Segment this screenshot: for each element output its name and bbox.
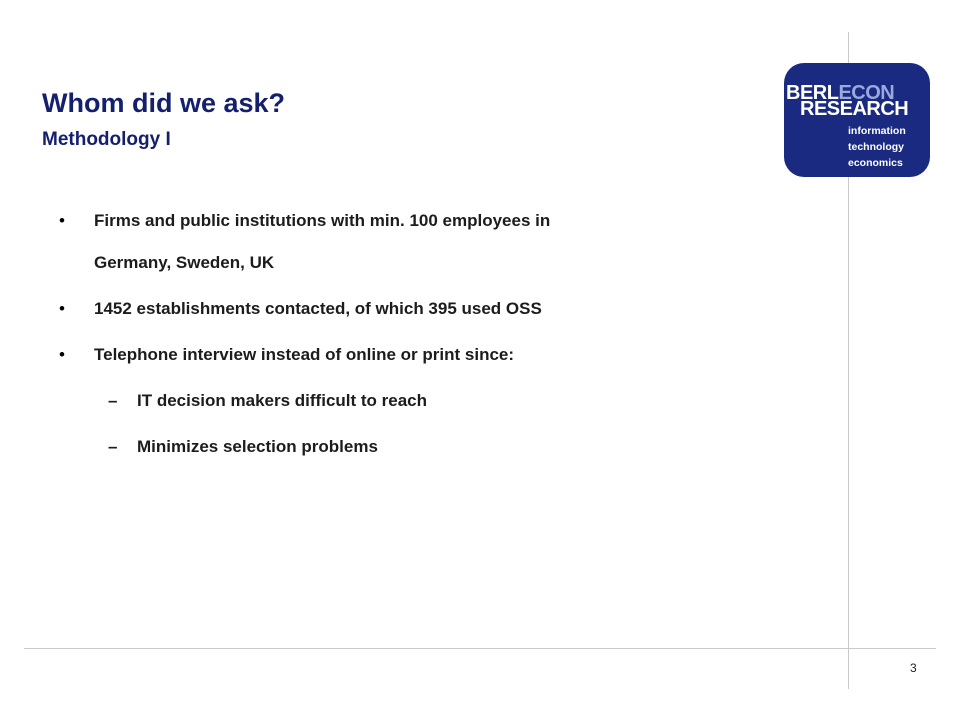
bullet-text: Firms and public institutions with min. 100 employees in	[94, 211, 551, 230]
logo-tagline-word: economics	[848, 157, 903, 169]
logo-tagline-word: technology	[848, 141, 905, 153]
slide-title: Whom did we ask?	[42, 88, 286, 118]
slide-subtitle: Methodology I	[42, 129, 171, 150]
sub-bullet-marker: –	[108, 437, 118, 456]
sub-bullet-marker: –	[108, 391, 118, 410]
bullet-marker: •	[59, 299, 65, 318]
berlecon-research-logo	[784, 63, 930, 177]
footer-divider	[24, 648, 936, 649]
bullet-marker: •	[59, 211, 65, 230]
logo-brand-part2: ECON	[838, 82, 895, 104]
logo-tagline	[848, 123, 906, 171]
page-number: 3	[910, 661, 917, 675]
logo-tagline-word: information	[848, 125, 906, 137]
bullet-text-continuation: Germany, Sweden, UK	[94, 253, 275, 272]
bullet-marker: •	[59, 345, 65, 364]
sub-bullet-text: IT decision makers difficult to reach	[137, 391, 428, 410]
logo-brand-part1: BERL	[786, 82, 839, 104]
bullet-text: 1452 establishments contacted, of which 395 used OSS	[94, 299, 542, 318]
bullet-text: Telephone interview instead of online or print since:	[94, 345, 515, 364]
logo-brand-line2: RESEARCH	[800, 98, 909, 120]
sub-bullet-text: Minimizes selection problems	[137, 437, 378, 456]
